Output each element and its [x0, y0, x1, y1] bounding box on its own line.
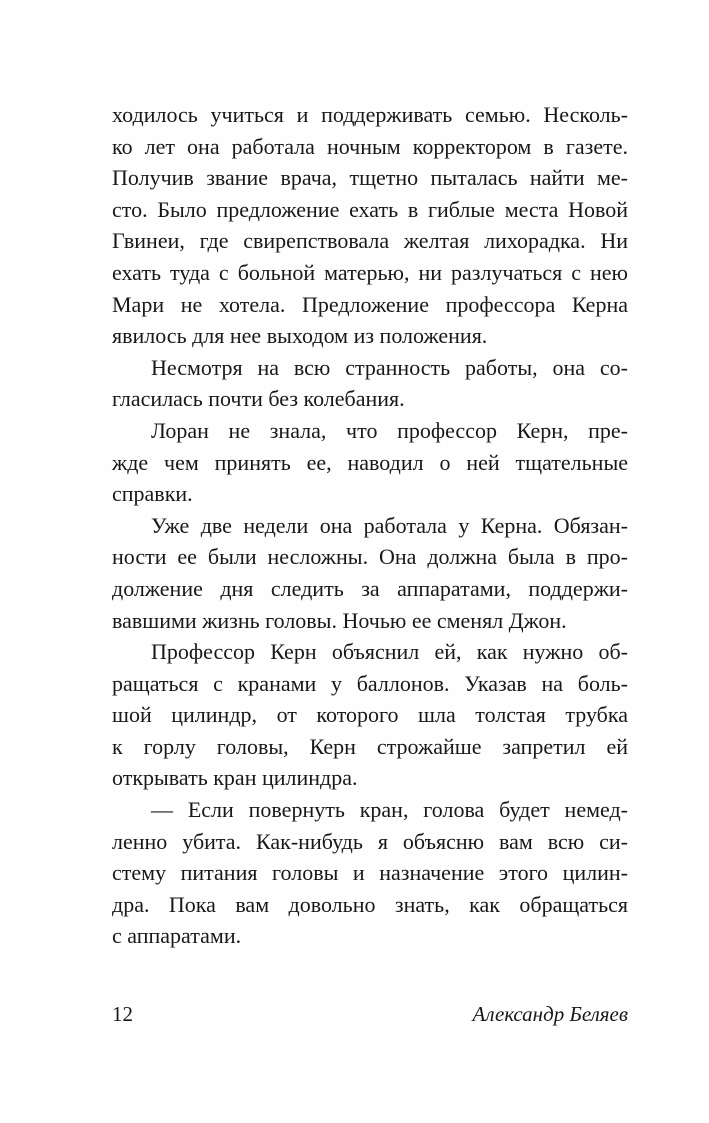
text-line: ко лет она работала ночным корректором в газете. [112, 133, 628, 159]
text-line: стему питания головы и назначение этого цилин- [112, 860, 628, 886]
text-line: ности ее были несложны. Она должна была в про- [112, 544, 628, 570]
text-line: Гвинеи, где свирепствовала желтая лихорадка. Ни [112, 228, 628, 254]
text-line: Уже две недели она работала у Керна. Обязан- [151, 512, 628, 538]
text-line: гласилась почти без колебания. [112, 386, 405, 412]
author-name: Александр Беляев [472, 1002, 628, 1026]
paragraph [112, 510, 628, 636]
paragraph [112, 352, 628, 415]
text-line: Лоран не знала, что профессор Керн, пре- [151, 417, 628, 443]
text-line: ленно убита. Как-нибудь я объясню вам всю си- [112, 828, 628, 854]
text-line: дра. Пока вам довольно знать, как обращаться [112, 891, 628, 917]
text-line: ходилось учиться и поддерживать семью. Несколь- [112, 102, 628, 127]
text-line: к горлу головы, Керн строжайше запретил ей [112, 733, 628, 759]
text-line: должение дня следить за аппаратами, поддержи- [112, 575, 628, 601]
text-line: с аппаратами. [112, 923, 242, 949]
paragraph [112, 415, 628, 510]
paragraph [112, 794, 628, 952]
text-line: явилось для нее выходом из положения. [112, 323, 488, 349]
body-text [112, 99, 628, 952]
text-line: Несмотря на всю странность работы, она со- [151, 354, 628, 380]
text-line: ехать туда с больной матерью, ни разлучаться с нею [112, 259, 628, 285]
text-line: — Если повернуть кран, голова будет немед- [151, 797, 628, 823]
paragraph [112, 636, 628, 794]
page-number: 12 [112, 1002, 133, 1026]
text-line: ращаться с кранами у баллонов. Указав на боль- [112, 670, 628, 696]
text-line: сто. Было предложение ехать в гиблые места Новой [112, 196, 628, 222]
text-line: вавшими жизнь головы. Ночью ее сменял Джон. [112, 607, 567, 633]
text-line: справки. [112, 481, 193, 507]
text-line: Получив звание врача, тщетно пыталась найти ме- [112, 165, 628, 191]
paragraph [112, 99, 628, 352]
text-line: жде чем принять ее, наводил о ней тщательные [112, 449, 628, 475]
text-line: шой цилиндр, от которого шла толстая трубка [112, 702, 628, 728]
page-footer [112, 1001, 628, 1027]
text-line: Мари не хотела. Предложение профессора Керна [112, 291, 628, 317]
text-line: Профессор Керн объяснил ей, как нужно об- [151, 639, 628, 665]
text-line: открывать кран цилиндра. [112, 765, 358, 791]
